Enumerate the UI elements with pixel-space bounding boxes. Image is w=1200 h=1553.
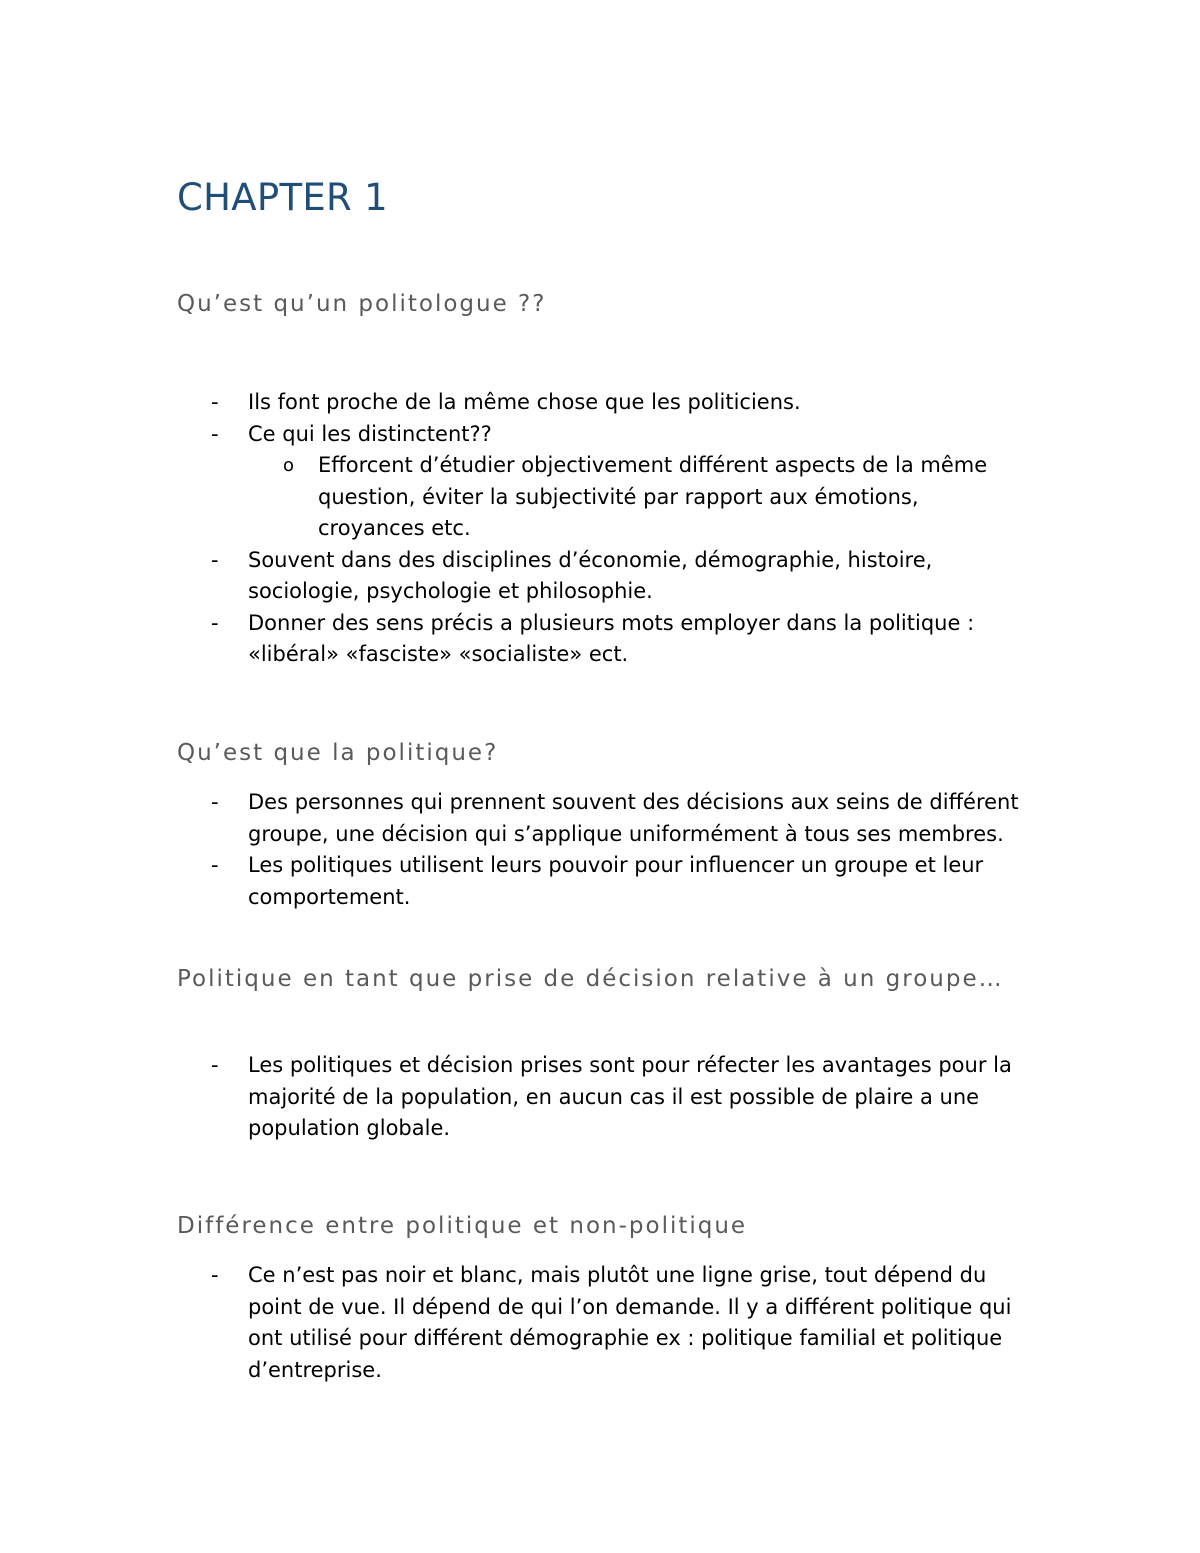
chapter-title: CHAPTER 1 [177, 176, 388, 219]
section-list-politique [0, 787, 1200, 913]
section-list-prise-de-decision [0, 1050, 1200, 1145]
section-heading-prise-de-decision: Politique en tant que prise de décision relative à un groupe… [177, 966, 1004, 992]
list-item [0, 1050, 1038, 1145]
list-item-text: Des personnes qui prennent souvent des décisions aux seins de différent groupe, une décision qui s’applique uniformément à tous ses membres. [248, 790, 1019, 846]
bullet-dash: - [211, 1053, 219, 1077]
bullet-dash: - [211, 853, 219, 877]
bullet-dash: - [211, 421, 219, 446]
bullet-dash: - [211, 1263, 219, 1287]
list-item-text: Ce n’est pas noir et blanc, mais plutôt une ligne grise, tout dépend du point de vue. Il dépend de qui l’on demande. Il y a différent politique qui ont utilisé pour différent démographie ex : politique familial et politique d’entreprise. [248, 1263, 1012, 1382]
list-item-text: Ce qui les distinctent?? [248, 421, 492, 446]
section-list-politologue [0, 387, 1200, 671]
list-item [0, 850, 1038, 913]
sub-list-item [0, 450, 1008, 545]
section-list-difference [0, 1260, 1200, 1386]
list-item [0, 387, 1038, 419]
section-heading-politique: Qu’est que la politique? [177, 740, 499, 766]
section-heading-politologue: Qu’est qu’un politologue ?? [177, 291, 547, 317]
list-item-text: Donner des sens précis a plusieurs mots employer dans la politique : «libéral» «fasciste» «socialiste» ect. [248, 610, 975, 666]
section-heading-difference: Différence entre politique et non-politique [177, 1213, 748, 1239]
list-item [0, 1260, 1038, 1386]
list-item-text: Souvent dans des disciplines d’économie, démographie, histoire, sociologie, psychologie et philosophie. [248, 547, 933, 603]
bullet-dash: - [211, 790, 219, 814]
bullet-dash: - [211, 547, 219, 572]
list-item [0, 608, 1038, 671]
bullet-circle: o [283, 455, 295, 476]
list-item-text: Ils font proche de la même chose que les politiciens. [248, 390, 801, 414]
bullet-dash: - [211, 390, 219, 414]
list-item-text: Les politiques utilisent leurs pouvoir pour influencer un groupe et leur comportement. [248, 853, 984, 909]
list-item-text: Les politiques et décision prises sont pour réfecter les avantages pour la majorité de la population, en aucun cas il est possible de plaire a une population globale. [248, 1053, 1012, 1140]
bullet-dash: - [211, 610, 219, 635]
list-item-text: Efforcent d’étudier objectivement différent aspects de la même question, éviter la subjectivité par rapport aux émotions, croyances etc. [318, 453, 988, 540]
list-item [0, 545, 1038, 608]
list-item [0, 419, 1038, 451]
list-item [0, 787, 1038, 850]
